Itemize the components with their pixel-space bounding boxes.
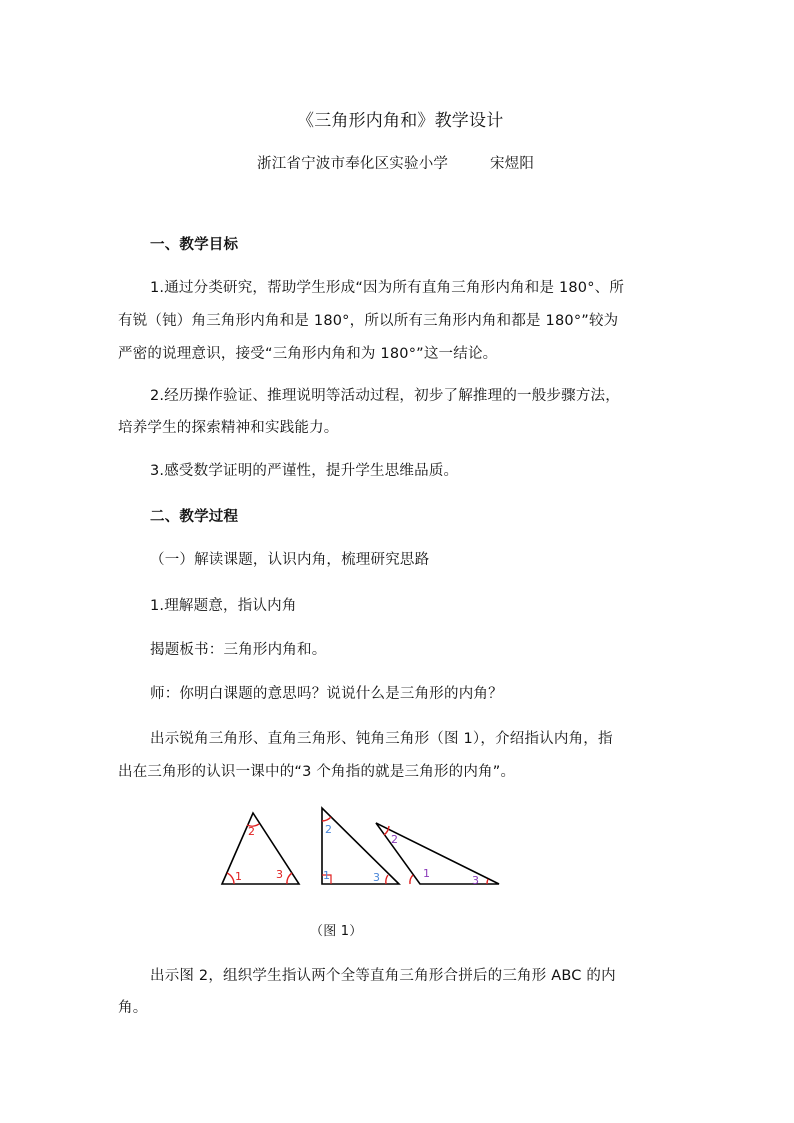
- obtuse-triangle: [376, 823, 499, 887]
- right-triangle: [322, 808, 399, 884]
- goal2-line1: 2.经历操作验证、推理说明等活动过程，初步了解推理的一般步骤方法，: [150, 388, 620, 404]
- teacher-question: 师：你明白课题的意思吗？说说什么是三角形的内角？: [150, 686, 503, 702]
- section1-heading: 一、教学目标: [150, 237, 239, 253]
- right-label3: 3: [373, 871, 380, 884]
- acute-triangle: [222, 813, 299, 884]
- acute-angle3-arc: [287, 873, 292, 884]
- acute-label1: 1: [235, 870, 242, 883]
- goal1-line2: 有锐（钝）角三角形内角和是 180°，所以所有三角形内角和都是 180°”较为: [118, 313, 619, 329]
- obtuse-label1: 1: [423, 867, 430, 880]
- goal2-line2: 培养学生的探索精神和实践能力。: [118, 420, 339, 436]
- board-note: 揭题板书：三角形内角和。: [150, 642, 327, 658]
- obtuse-label2: 2: [391, 833, 398, 846]
- goal1-line3: 严密的说理意识，接受“三角形内角和为 180°”这一结论。: [118, 346, 498, 362]
- section2-heading: 二、教学过程: [150, 509, 239, 525]
- acute-triangle-outline: [222, 813, 299, 884]
- goal1-line1: 1.通过分类研究，帮助学生形成“因为所有直角三角形内角和是 180°、所: [150, 280, 625, 296]
- right-angle3-arc: [386, 875, 388, 884]
- page-title: 《三角形内角和》教学设计: [297, 111, 504, 131]
- school-name: 浙江省宁波市奉化区实验小学: [257, 156, 449, 172]
- show1-line2: 出在三角形的认识一课中的“3 个角指的就是三角形的内角”。: [118, 764, 516, 780]
- show1-line1: 出示锐角三角形、直角三角形、钝角三角形（图 1），介绍指认内角，指: [150, 731, 613, 747]
- right-triangle-outline: [322, 808, 399, 884]
- figure1-triangles: [210, 795, 510, 895]
- step1: 1.理解题意，指认内角: [150, 598, 297, 614]
- acute-angle1-arc: [227, 873, 234, 884]
- author-name: 宋煜阳: [490, 156, 535, 172]
- right-label1: 1: [323, 869, 330, 882]
- goal3: 3.感受数学证明的严谨性，提升学生思维品质。: [150, 463, 459, 479]
- obtuse-label3: 3: [472, 874, 479, 887]
- subsection1-heading: （一）解读课题，认识内角，梳理研究思路: [150, 552, 430, 568]
- acute-label2: 2: [248, 825, 255, 838]
- right-label2: 2: [325, 823, 332, 836]
- figure1-caption: （图 1）: [310, 924, 363, 939]
- show2-line2: 角。: [118, 1000, 148, 1016]
- obtuse-angle1-arc: [410, 875, 413, 884]
- show2-line1: 出示图 2，组织学生指认两个全等直角三角形合拼后的三角形 ABC 的内: [150, 968, 616, 984]
- right-angle2-arc: [322, 817, 331, 821]
- acute-label3: 3: [276, 868, 283, 881]
